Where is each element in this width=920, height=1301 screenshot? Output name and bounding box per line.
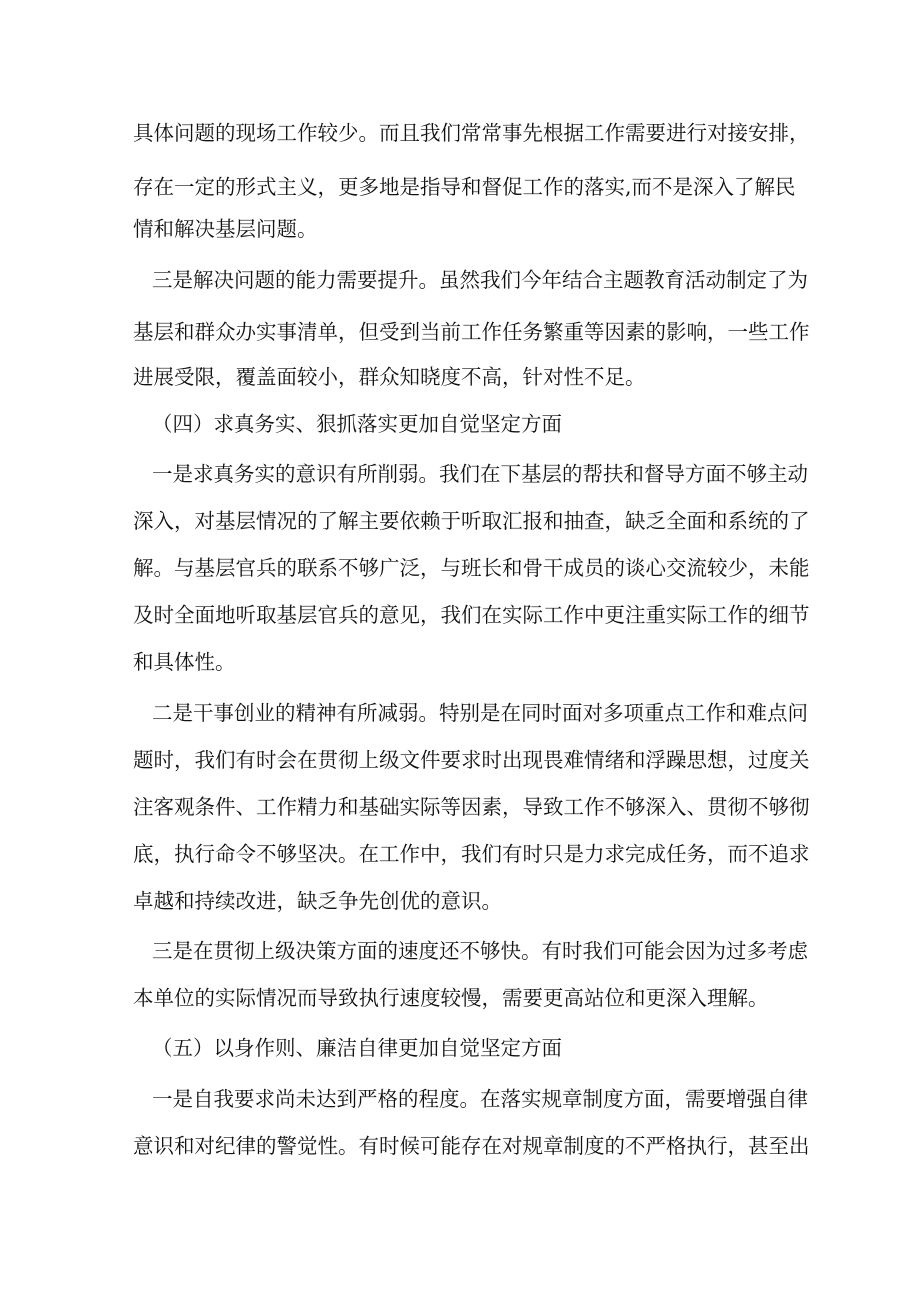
text-line: 情和解决基层问题。: [133, 217, 318, 241]
paragraph-start-line: 二是干事创业的精神有所减弱。特别是在同时面对多项重点工作和难点问: [152, 701, 808, 725]
text-line: 底，执行命令不够坚决。在工作中，我们有时只是力求完成任务，而不追求: [133, 842, 810, 866]
section-heading: （五）以身作则、廉洁自律更加自觉坚定方面: [152, 1036, 562, 1060]
paragraph-start-line: 三是在贯彻上级决策方面的速度还不够快。有时我们可能会因为过多考虑: [152, 939, 808, 963]
text-line: 进展受限，覆盖面较小，群众知晓度不高，针对性不足。: [133, 365, 646, 389]
text-line: 注客观条件、工作精力和基础实际等因素，导致工作不够深入、贯彻不够彻: [133, 795, 810, 819]
text-line: 及时全面地听取基层官兵的意见，我们在实际工作中更注重实际工作的细节: [133, 603, 810, 627]
text-line: 意识和对纪律的警觉性。有时候可能存在对规章制度的不严格执行，甚至出: [133, 1134, 810, 1158]
text-line: 题时，我们有时会在贯彻上级文件要求时出现畏难情绪和浮躁思想，过度关: [133, 748, 810, 772]
paragraph-start-line: 三是解决问题的能力需要提升。虽然我们今年结合主题教育活动制定了为: [152, 268, 808, 292]
paragraph-start-line: 一是求真务实的意识有所削弱。我们在下基层的帮扶和督导方面不够主动: [152, 462, 808, 486]
text-line: 本单位的实际情况而导致执行速度较慢，需要更高站位和更深入理解。: [133, 986, 769, 1010]
text-line: 卓越和持续改进，缺乏争先创优的意识。: [133, 889, 502, 913]
text-line: 和具体性。: [133, 650, 236, 674]
text-line: 基层和群众办实事清单，但受到当前工作任务繁重等因素的影响，一些工作: [133, 320, 810, 344]
text-line: 存在一定的形式主义，更多地是指导和督促工作的落实,而不是深入了解民: [133, 175, 796, 199]
paragraph-start-line: 一是自我要求尚未达到严格的程度。在落实规章制度方面，需要增强自律: [152, 1087, 808, 1111]
section-heading: （四）求真务实、狠抓落实更加自觉坚定方面: [152, 412, 562, 436]
text-line: 解。与基层官兵的联系不够广泛，与班长和骨干成员的谈心交流较少，未能: [133, 556, 810, 580]
text-line: 具体问题的现场工作较少。而且我们常常事先根据工作需要进行对接安排，: [133, 121, 810, 145]
text-line: 深入，对基层情况的了解主要依赖于听取汇报和抽查，缺乏全面和系统的了: [133, 509, 810, 533]
